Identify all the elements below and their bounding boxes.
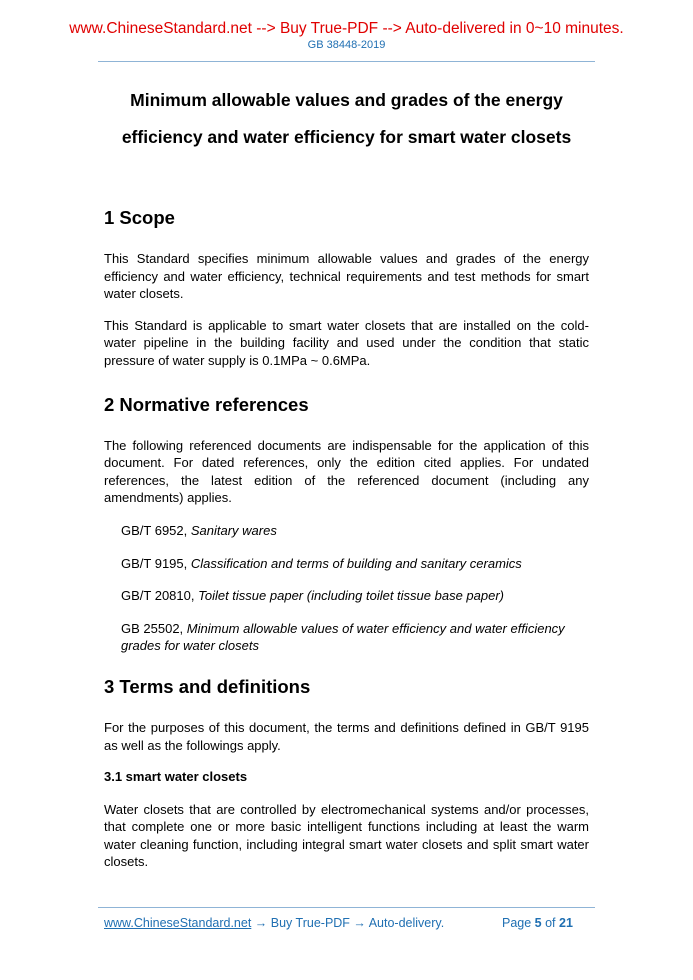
of-label: of <box>541 916 559 930</box>
document-body <box>104 206 589 871</box>
footer-divider <box>98 907 595 908</box>
scope-paragraph-2: This Standard is applicable to smart water closets that are installed on the cold-water pipeline in the building facility and used under the condition that static pressure of water supply is 0.1MPa ~ 0.6MPa. <box>104 317 589 368</box>
reference-title: Minimum allowable values of water efficiency and water efficiency grades for water closets <box>121 620 565 654</box>
section-heading-normative: 2 Normative references <box>104 393 309 415</box>
reference-title: Sanitary wares <box>190 522 277 538</box>
reference-code: GB/T 20810, <box>121 588 199 604</box>
reference-code: GB 25502, <box>121 620 187 636</box>
page-number: 5 <box>534 916 542 930</box>
scope-paragraph-1: This Standard specifies minimum allowable values and grades of the energy efficiency and water efficiency, technical requirements and test methods for smart water closets. <box>104 251 589 302</box>
reference-item <box>121 587 589 605</box>
term-title: 3.1 smart water closets <box>104 769 248 785</box>
reference-title: Toilet tissue paper (including toilet tissue base paper) <box>198 588 505 604</box>
terms-intro: For the purposes of this document, the terms and definitions defined in GB/T 9195 as well as the followings apply. <box>104 719 589 753</box>
title-line-2: efficiency and water efficiency for smart water closets <box>121 127 572 147</box>
reference-item <box>121 620 589 655</box>
standard-code: GB 38448-2019 <box>307 39 386 51</box>
page-indicator <box>502 916 573 930</box>
header-divider <box>98 61 595 62</box>
section-heading-terms: 3 Terms and definitions <box>104 675 311 697</box>
page-label: Page <box>502 916 535 930</box>
normative-intro: The following referenced documents are indispensable for the application of this document. For dated references, only the edition cited applies. For undated references, the latest edition of the referenced document (including any amendments) applies. <box>104 437 589 506</box>
page-total: 21 <box>559 916 573 930</box>
reference-code: GB/T 9195, <box>121 555 191 571</box>
reference-title: Classification and terms of building and sanitary ceramics <box>190 555 522 571</box>
term-definition: Water closets that are controlled by electromechanical systems and/or processes, that complete one or more basic intelligent functions including at least the warm water cleaning function, including integral smart water closets and split smart water closets. <box>104 801 589 870</box>
reference-item <box>121 555 589 573</box>
reference-code: GB/T 6952, <box>121 522 191 538</box>
header-banner: www.ChineseStandard.net --> Buy True-PDF --> Auto-delivered in 0~10 minutes. <box>69 20 624 37</box>
title-line-1: Minimum allowable values and grades of the energy <box>130 90 563 110</box>
footer-site-link[interactable]: www.ChineseStandard.net <box>104 916 252 930</box>
footer-links <box>104 916 444 930</box>
reference-item <box>121 522 589 540</box>
section-heading-scope: 1 Scope <box>104 207 175 228</box>
footer-trail: → Buy True-PDF → Auto-delivery. <box>251 916 445 930</box>
document-title <box>60 82 633 156</box>
